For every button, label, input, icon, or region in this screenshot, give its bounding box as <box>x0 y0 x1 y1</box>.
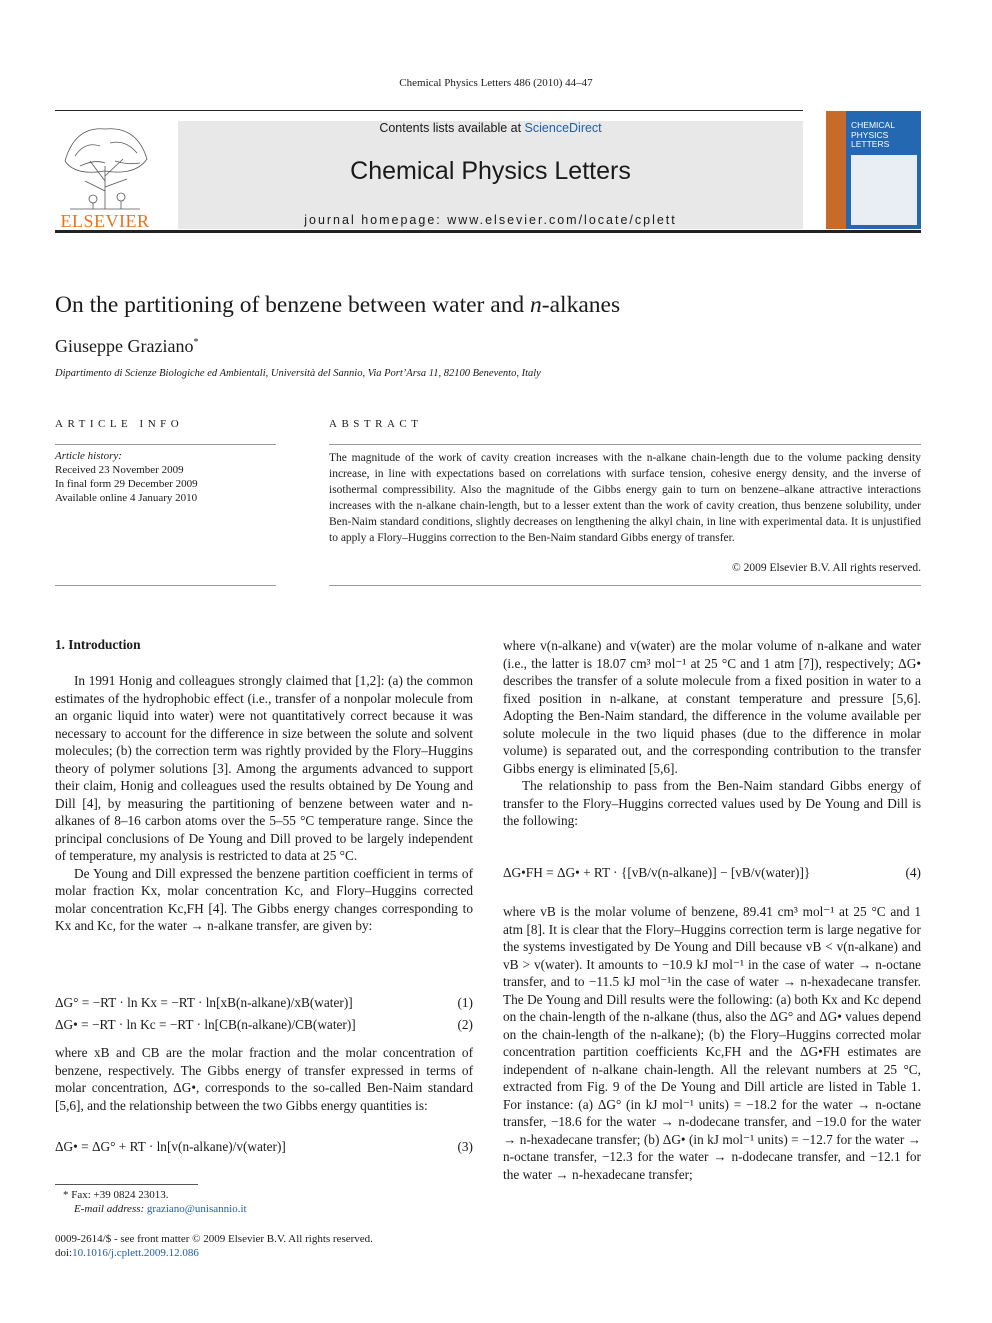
equation-2: ΔG• = −RT · ln Kc = −RT · ln[CB(n-alkane)/CB(water)] (2) <box>55 1017 473 1032</box>
journal-masthead <box>178 121 803 229</box>
paragraph: The relationship to pass from the Ben-Naim standard Gibbs energy of transfer to the Flory–Huggins corrected values used by De Young and Dill is the following: <box>503 778 921 828</box>
journal-cover-thumbnail[interactable] <box>826 111 921 229</box>
right-column <box>503 637 921 830</box>
divider <box>55 585 276 586</box>
divider <box>55 444 276 445</box>
sciencedirect-link[interactable]: ScienceDirect <box>524 121 602 135</box>
header-rule <box>55 110 803 111</box>
article-title: On the partitioning of benzene between water and n-alkanes <box>55 292 621 318</box>
left-column-cont <box>55 1044 473 1114</box>
elsevier-wordmark[interactable]: ELSEVIER <box>60 211 150 231</box>
abstract-copyright: © 2009 Elsevier B.V. All rights reserved. <box>732 562 921 574</box>
author-footnote-mark: * <box>193 337 199 348</box>
footnote-rule <box>55 1184 198 1185</box>
doi-link[interactable]: 10.1016/j.cplett.2009.12.086 <box>72 1247 199 1259</box>
paragraph: where v(n-alkane) and v(water) are the molar volume of n-alkane and water (i.e., the latter is 18.07 cm³ mol⁻¹ at 25 °C and 1 atm [7]), respectively; ΔG• describes the transfer of a solute molecule from a fixed position in water to a fixed position in n-alkane, at constant temperature and pressure [5,6]. Adopting the Ben-Naim standard, the difference in the volume available per solute molecule in the two liquid phases (due to the difference in molar volume) is separated out, and the corresponding contribution to the transfer Gibbs energy is eliminated [5,6]. <box>503 638 921 776</box>
section-heading-introduction: 1. Introduction <box>55 637 141 652</box>
author-email-link[interactable]: graziano@unisannio.it <box>146 1203 247 1215</box>
cover-graphic <box>851 155 917 225</box>
author-name[interactable]: Giuseppe Graziano* <box>55 336 199 356</box>
equation-3: ΔG• = ΔG° + RT · ln[v(n-alkane)/v(water)] (3) <box>55 1139 473 1154</box>
cover-title: CHEMICAL PHYSICS LETTERS <box>851 120 895 149</box>
contents-line <box>178 121 803 135</box>
contents-prefix: Contents lists available at <box>379 121 525 135</box>
abstract-heading: ABSTRACT <box>329 418 423 430</box>
paragraph: In 1991 Honig and colleagues strongly claimed that [1,2]: (a) the common estimates of the hydrophobic effect (i.e., transfer of a nonpolar molecule from an organic liquid into water) were not quantitatively correct because it was necessary to account for the difference in size between the solute and solvent molecules; (b) the correction term was rightly provided by the Flory–Huggins theory of polymer solutions [3]. Among the arguments advanced to support their claim, Honig and colleagues used the results obtained by De Young and Dill [4], by measuring the partitioning of benzene between water and n-alkanes of 8–16 carbon atoms over the 5–55 °C temperature range. Since the principal conclusions of De Young and Dill proved to be largely independent of temperature, my analysis is restricted to data at 25 °C. <box>55 673 473 863</box>
cover-spine <box>826 111 846 229</box>
journal-reference: Chemical Physics Letters 486 (2010) 44–47 <box>399 77 593 89</box>
footnote: * Fax: +39 0824 23013. E-mail address: graziano@unisannio.it <box>63 1189 247 1215</box>
bottom-matter: 0009-2614/$ - see front matter © 2009 Elsevier B.V. All rights reserved. doi:10.1016/j.cplett.2009.12.086 <box>55 1233 373 1259</box>
right-column-cont <box>503 903 921 1183</box>
equation-1: ΔG° = −RT · ln Kx = −RT · ln[xB(n-alkane)/xB(water)] (1) <box>55 995 473 1010</box>
paragraph: De Young and Dill expressed the benzene partition coefficient in terms of molar fraction Kx, molar concentration Kc, and Flory–Huggins corrected molar concentration Kc,FH [4]. The Gibbs energy changes corresponding to Kx and Kc, for the water → n-alkane transfer, are given by: <box>55 865 473 933</box>
equation-4: ΔG•FH = ΔG• + RT · {[vB/v(n-alkane)] − [vB/v(water)]} (4) <box>503 865 921 880</box>
masthead-rule <box>55 230 921 233</box>
left-column <box>55 672 473 935</box>
article-info-heading: ARTICLE INFO <box>55 418 184 430</box>
paragraph: where vB is the molar volume of benzene, 89.41 cm³ mol⁻¹ at 25 °C and 1 atm [8]. It is clear that the Flory–Huggins correction term is large negative for the systems investigated by De Young and Dill because vB < v(n-alkane) and vB > v(water). It amounts to −10.9 kJ mol⁻¹ in the case of water → n-octane transfer, and to −11.5 kJ mol⁻¹in the case of water → n-hexadecane transfer. The De Young and Dill results were the following: (a) both Kx and Kc depend on the chain-length of the n-alkane (thus, also the ΔG° and ΔG• values depend on the chain-length of the n-alkane); (b) the Flory–Huggins corrected molar concentration partition coefficients Kc,FH and the ΔG•FH estimates are independent of n-alkane chain-length. All the relevant numbers at 25 °C, extracted from Fig. 9 of the De Young and Dill article are listed in Table 1. For instance: (a) ΔG° (in kJ mol⁻¹ units) = −18.2 for the water → n-octane transfer, −18.6 for the water → n-dodecane transfer, and −19.0 for the water → n-hexadecane transfer; (b) ΔG• (in kJ mol⁻¹ units) = −12.7 for the water → n-octane transfer, −12.3 for the water → n-dodecane transfer, and −12.1 for the water → n-hexadecane transfer; <box>503 904 921 1182</box>
divider <box>329 585 921 586</box>
abstract-text: The magnitude of the work of cavity creation increases with the n-alkane chain-length due to the volume packing density increase, in line with expectations based on correlations with surface tension, cohesive energy density, and the inverse of isothermal compressibility. Also the magnitude of the Gibbs energy gain to turn on benzene–alkane attractive interactions increases with the n-alkane chain-length, but to a lesser extent than the work of cavity creation, thus benzene solubility, under Ben-Naim standard conditions, slightly decreases on lengthening the alkyl chain, in line with experimental data. It is unjustified to apply a Flory–Huggins correction to the Ben-Naim standard Gibbs energy of transfer. <box>329 452 921 544</box>
affiliation: Dipartimento di Scienze Biologiche ed Ambientali, Università del Sannio, Via Port’Arsa 11, 82100 Benevento, Italy <box>55 368 541 379</box>
article-history: Article history: Received 23 November 2009 In final form 29 December 2009 Available online 4 January 2010 <box>55 450 198 504</box>
journal-title: Chemical Physics Letters <box>350 157 631 185</box>
journal-homepage[interactable]: journal homepage: www.elsevier.com/locate/cplett <box>304 213 677 227</box>
divider <box>329 444 921 445</box>
paragraph: where xB and CB are the molar fraction and the molar concentration of benzene, respectively. The Gibbs energy of transfer expressed in terms of molar concentration, ΔG•, corresponds to the so-called Ben-Naim standard [5,6], and the relationship between the two Gibbs energy quantities is: <box>55 1045 473 1113</box>
